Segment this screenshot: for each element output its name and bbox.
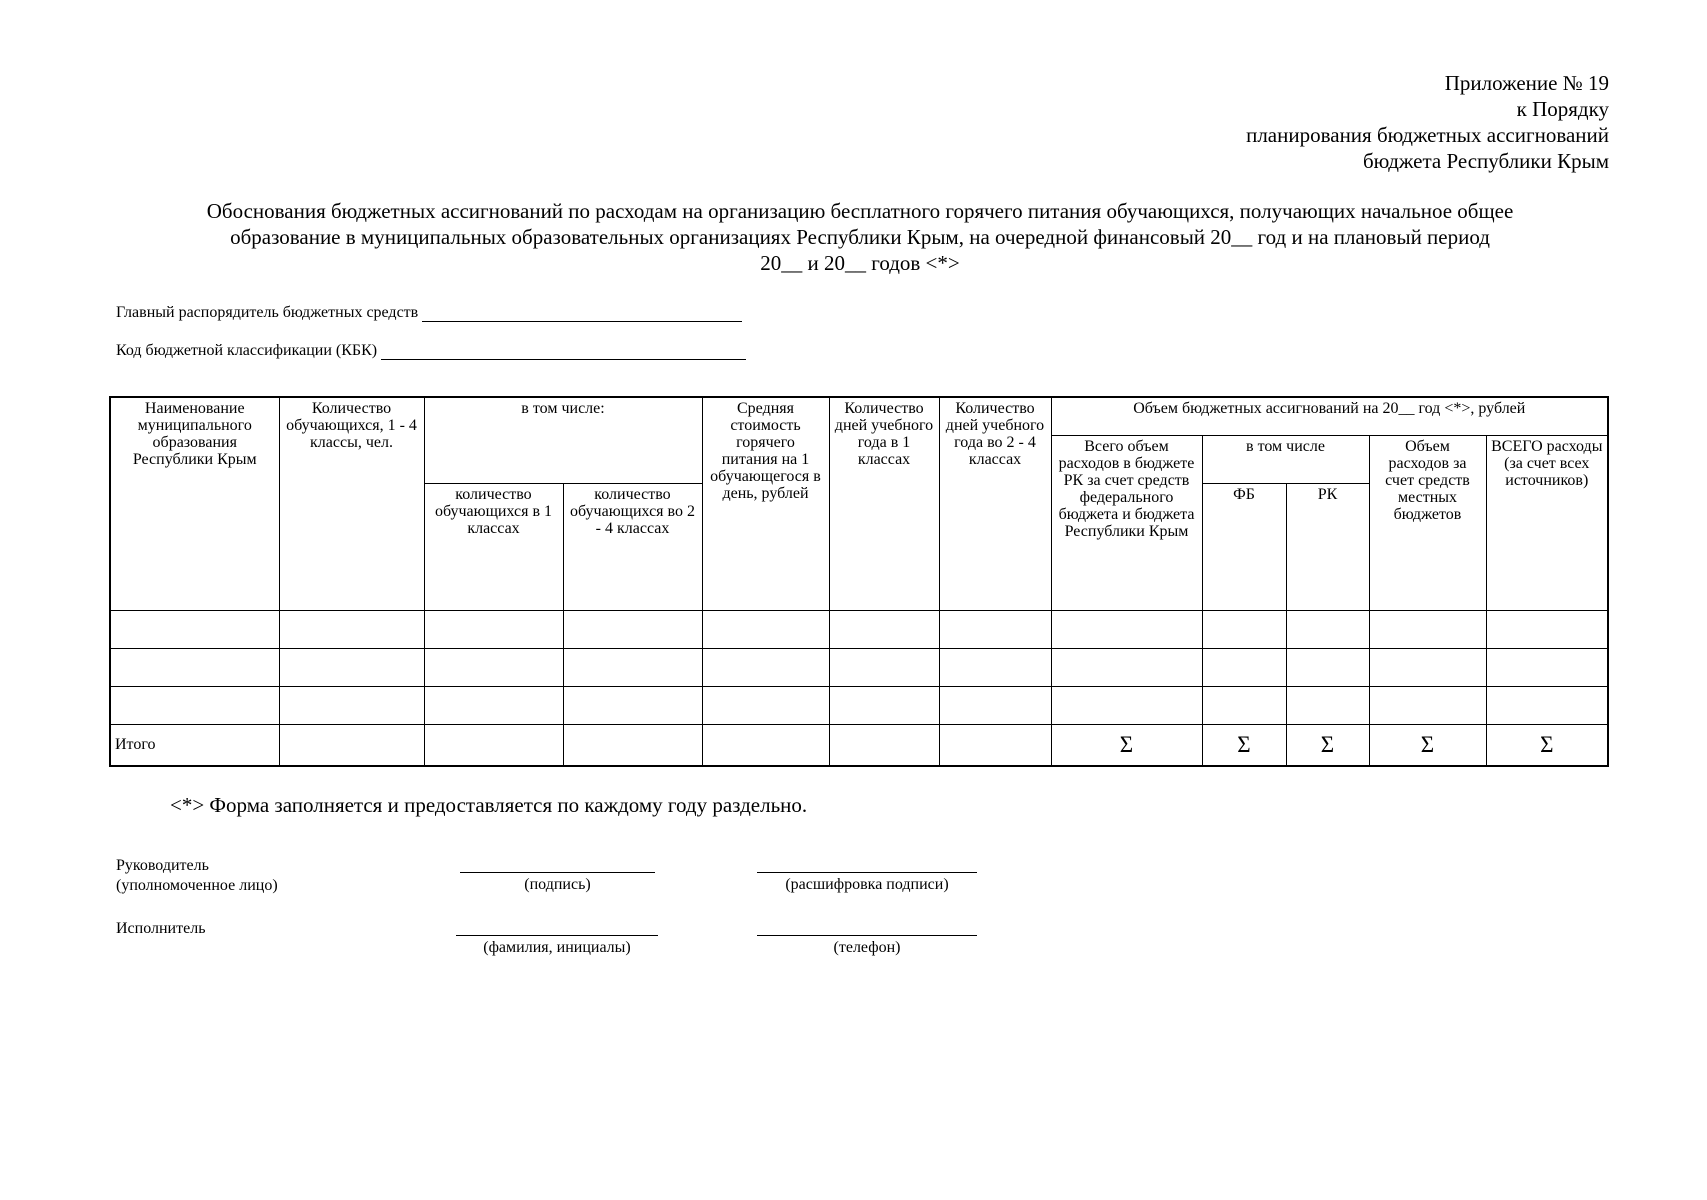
table-cell[interactable]: [939, 686, 1051, 724]
appendix-line: бюджета Республики Крым: [1362, 149, 1609, 173]
table-row: [110, 686, 1608, 724]
executor-label: Исполнитель: [116, 920, 206, 937]
manager-input-line[interactable]: [422, 307, 742, 322]
manager-field: [116, 304, 742, 322]
table-cell[interactable]: [563, 610, 702, 648]
header-all-sources: ВСЕГО расходы (за счет всех источников): [1486, 435, 1608, 610]
header-rk: РК: [1286, 483, 1369, 610]
appendix-line: к Порядку: [1516, 97, 1609, 121]
header-students-2-4: количество обучающихся во 2 - 4 классах: [563, 483, 702, 610]
table-cell[interactable]: [1369, 648, 1486, 686]
table-cell[interactable]: [279, 724, 424, 766]
head-label: Руководитель: [116, 857, 209, 874]
appendix-line: Приложение № 19: [1444, 71, 1609, 95]
name-caption: (фамилия, инициалы): [483, 939, 631, 956]
sigma-rk: Σ: [1286, 724, 1369, 766]
header-fb: ФБ: [1202, 483, 1286, 610]
table-cell[interactable]: [829, 724, 939, 766]
table-cell[interactable]: [563, 724, 702, 766]
sigma-all: Σ: [1486, 724, 1608, 766]
header-local: Объем расходов за счет средств местных бюджетов: [1369, 435, 1486, 610]
table-cell[interactable]: [424, 648, 563, 686]
table-cell[interactable]: [279, 686, 424, 724]
header-days-2-4: Количество дней учебного года во 2 - 4 классах: [939, 397, 1051, 610]
head-label-2: (уполномоченное лицо): [116, 877, 278, 894]
manager-label: Главный распорядитель бюджетных средств: [116, 304, 419, 321]
table-cell[interactable]: [1369, 610, 1486, 648]
header-students-1: количество обучающихся в 1 классах: [424, 483, 563, 610]
table-cell[interactable]: [1051, 610, 1202, 648]
table-cell[interactable]: [1202, 686, 1286, 724]
sigma-total-rk: Σ: [1051, 724, 1202, 766]
table-cell[interactable]: [702, 610, 829, 648]
table-cell[interactable]: [1369, 686, 1486, 724]
table-cell[interactable]: [110, 648, 279, 686]
appendix-header: [1089, 70, 1609, 174]
header-avg-cost: Средняя стоимость горячего питания на 1 обучающегося в день, рублей: [702, 397, 829, 610]
table-cell[interactable]: [1486, 610, 1608, 648]
table-cell[interactable]: [1486, 686, 1608, 724]
table-cell[interactable]: [939, 610, 1051, 648]
kbk-field: [116, 342, 746, 360]
kbk-label: Код бюджетной классификации (КБК): [116, 342, 378, 359]
title-line: 20__ и 20__ годов <*>: [760, 251, 960, 275]
table-cell[interactable]: [279, 610, 424, 648]
table-cell[interactable]: [829, 686, 939, 724]
table-cell[interactable]: [702, 724, 829, 766]
appropriations-table: [109, 396, 1609, 767]
table-cell[interactable]: [279, 648, 424, 686]
header-volume: Объем бюджетных ассигнований на 20__ год <*>, рублей: [1051, 397, 1608, 435]
decoding-caption: (расшифровка подписи): [785, 876, 949, 893]
table-cell[interactable]: [829, 648, 939, 686]
header-including-2: в том числе: [1202, 435, 1369, 483]
table-cell[interactable]: [110, 610, 279, 648]
table-cell[interactable]: [1486, 648, 1608, 686]
header-students: Количество обучающихся, 1 - 4 классы, чел.: [279, 397, 424, 610]
table-cell[interactable]: [424, 610, 563, 648]
table-cell[interactable]: [1286, 648, 1369, 686]
table-cell[interactable]: [1202, 648, 1286, 686]
decoding-line[interactable]: [757, 872, 977, 873]
total-label: Итого: [110, 724, 279, 766]
table-cell[interactable]: [702, 686, 829, 724]
phone-caption: (телефон): [833, 939, 901, 956]
header-days-1: Количество дней учебного года в 1 классах: [829, 397, 939, 610]
table-cell[interactable]: [563, 648, 702, 686]
signature-caption: (подпись): [524, 876, 591, 893]
table-cell[interactable]: [829, 610, 939, 648]
table-cell[interactable]: [1202, 610, 1286, 648]
sigma-local: Σ: [1369, 724, 1486, 766]
table-cell[interactable]: [1286, 610, 1369, 648]
title-line: образование в муниципальных образовательных организациях Республики Крым, на очередной финансовый 20__ год и на плановый период: [230, 225, 1490, 249]
table-row: [110, 610, 1608, 648]
header-including: в том числе:: [424, 397, 702, 483]
name-line[interactable]: [456, 935, 658, 936]
signature-line[interactable]: [460, 872, 655, 873]
table-cell[interactable]: [563, 686, 702, 724]
table-cell[interactable]: [424, 724, 563, 766]
table-cell[interactable]: [702, 648, 829, 686]
footnote: <*> Форма заполняется и предоставляется по каждому году раздельно.: [170, 793, 808, 817]
header-total-rk: Всего объем расходов в бюджете РК за счет средств федерального бюджета и бюджета Республики Крым: [1051, 435, 1202, 610]
table-cell[interactable]: [110, 686, 279, 724]
table-cell[interactable]: [939, 648, 1051, 686]
table-cell[interactable]: [1286, 686, 1369, 724]
title-line: Обоснования бюджетных ассигнований по расходам на организацию бесплатного горячего питания обучающихся, получающих начальное общее: [206, 199, 1514, 223]
table-cell[interactable]: [1051, 648, 1202, 686]
table-cell[interactable]: [1051, 686, 1202, 724]
document-title: [110, 198, 1610, 276]
kbk-input-line[interactable]: [381, 345, 746, 360]
header-municipality: Наименование муниципального образования Республики Крым: [110, 397, 279, 610]
appendix-line: планирования бюджетных ассигнований: [1246, 123, 1609, 147]
sigma-fb: Σ: [1202, 724, 1286, 766]
table-row: [110, 648, 1608, 686]
table-cell[interactable]: [424, 686, 563, 724]
total-row: [110, 724, 1608, 766]
phone-line[interactable]: [757, 935, 977, 936]
table-cell[interactable]: [939, 724, 1051, 766]
